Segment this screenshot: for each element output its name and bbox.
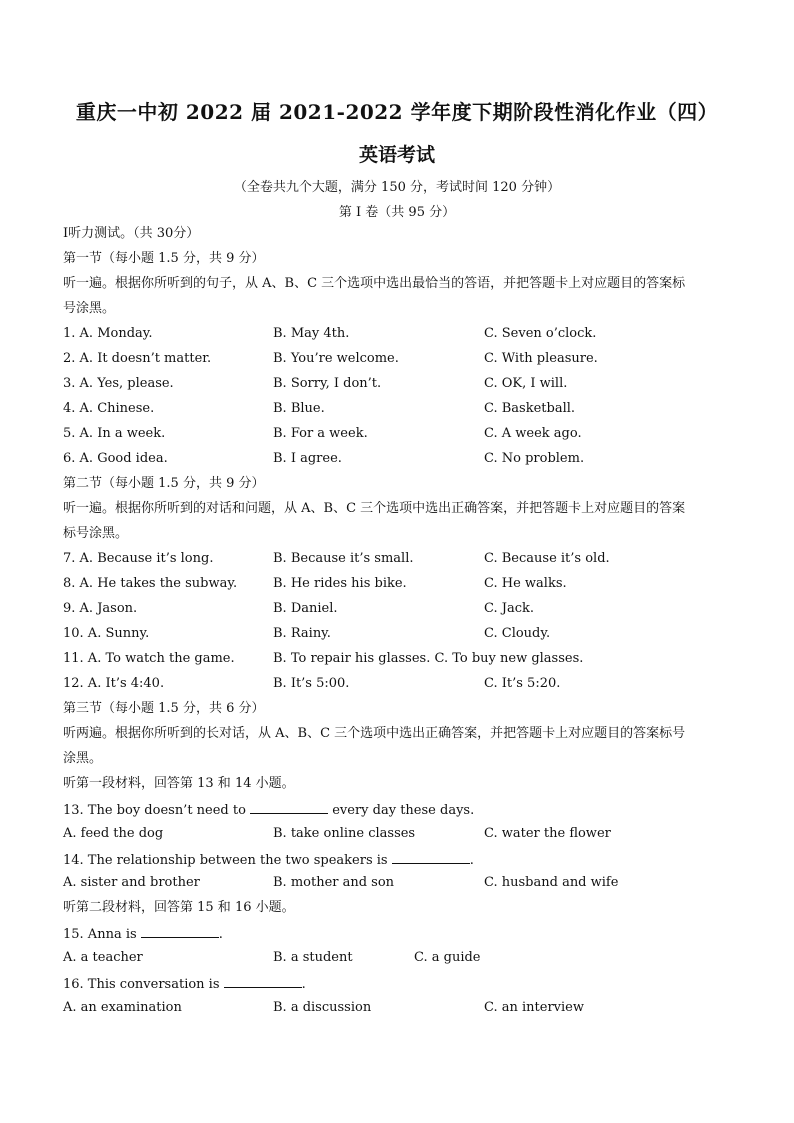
stem-text-end: every day these days. bbox=[332, 803, 475, 818]
question-row bbox=[63, 826, 743, 842]
option-c: C. No problem. bbox=[484, 451, 585, 466]
question-16-stem bbox=[63, 975, 306, 993]
option-c: C. husband and wife bbox=[484, 875, 619, 890]
option-a: 2. A. It doesn’t matter. bbox=[63, 351, 212, 366]
exam-subject: 英语考试 bbox=[358, 144, 435, 166]
option-c: C. Basketball. bbox=[484, 401, 576, 416]
stem-text-end: . bbox=[469, 853, 474, 868]
answer-blank bbox=[392, 851, 470, 864]
option-b: B. For a week. bbox=[273, 426, 368, 441]
option-a: 3. A. Yes, please. bbox=[63, 376, 174, 391]
option-c: C. Jack. bbox=[484, 601, 535, 616]
stem-text-end: . bbox=[218, 927, 223, 942]
option-c: C. a guide bbox=[414, 950, 481, 965]
section1-instruction: 听一遍。根据你所听到的句子，从 A、B、C 三个选项中选出最恰当的答语，并把答题卡上对应题目的答案标 bbox=[63, 276, 686, 291]
option-c: C. A week ago. bbox=[484, 426, 582, 441]
stem-text: 13. The boy doesn’t need to bbox=[63, 803, 246, 818]
option-b: B. You’re welcome. bbox=[273, 351, 399, 366]
option-a: 8. A. He takes the subway. bbox=[63, 576, 238, 591]
question-row bbox=[63, 351, 743, 367]
section2-instruction-cont: 标号涂黑。 bbox=[63, 526, 129, 541]
option-a: 6. A. Good idea. bbox=[63, 451, 168, 466]
option-c: C. Because it’s old. bbox=[484, 551, 610, 566]
answer-blank bbox=[250, 801, 328, 814]
option-b: B. He rides his bike. bbox=[273, 576, 407, 591]
option-b: B. Daniel. bbox=[273, 601, 338, 616]
section2-instruction: 听一遍。根据你所听到的对话和问题，从 A、B、C 三个选项中选出正确答案，并把答题卡上对应题目的答案 bbox=[63, 501, 686, 516]
option-a: A. an examination bbox=[63, 1000, 182, 1015]
exam-note: （全卷共九个大题，满分 150 分，考试时间 120 分钟） bbox=[233, 180, 561, 195]
option-b-and-c: B. To repair his glasses. C. To buy new glasses. bbox=[273, 651, 584, 666]
question-row bbox=[63, 326, 743, 342]
question-row bbox=[63, 676, 743, 692]
section3-instruction-cont: 涂黑。 bbox=[63, 751, 103, 766]
option-c: C. It’s 5:20. bbox=[484, 676, 561, 691]
option-c: C. OK, I will. bbox=[484, 376, 568, 391]
volume-title: 第 I 卷（共 95 分） bbox=[338, 205, 456, 220]
question-13-stem bbox=[63, 801, 474, 819]
option-a: 11. A. To watch the game. bbox=[63, 651, 235, 666]
option-b: B. Blue. bbox=[273, 401, 325, 416]
section2-title: 第二节（每小题 1.5 分，共 9 分） bbox=[63, 476, 265, 491]
exam-title: 重庆一中初 2022 届 2021-2022 学年度下期阶段性消化作业（四） bbox=[75, 100, 719, 124]
question-row bbox=[63, 626, 743, 642]
question-15-stem bbox=[63, 925, 223, 943]
option-b: B. May 4th. bbox=[273, 326, 350, 341]
question-row bbox=[63, 401, 743, 417]
part1-title: I听力测试。（共 30分） bbox=[63, 226, 200, 241]
option-a: A. a teacher bbox=[63, 950, 143, 965]
option-a: 9. A. Jason. bbox=[63, 601, 138, 616]
option-c: C. Seven o’clock. bbox=[484, 326, 597, 341]
stem-text-end: . bbox=[301, 977, 306, 992]
answer-blank bbox=[224, 975, 302, 988]
option-b: B. mother and son bbox=[273, 875, 395, 890]
question-row bbox=[63, 551, 743, 567]
option-b: B. take online classes bbox=[273, 826, 416, 841]
stem-text: 14. The relationship between the two speakers is bbox=[63, 853, 388, 868]
option-a: 10. A. Sunny. bbox=[63, 626, 150, 641]
option-a: 12. A. It’s 4:40. bbox=[63, 676, 165, 691]
section1-instruction-cont: 号涂黑。 bbox=[63, 301, 116, 316]
option-b: B. Because it’s small. bbox=[273, 551, 414, 566]
question-row bbox=[63, 950, 743, 966]
option-c: C. Cloudy. bbox=[484, 626, 551, 641]
option-b: B. It’s 5:00. bbox=[273, 676, 350, 691]
stem-text: 16. This conversation is bbox=[63, 977, 220, 992]
question-row bbox=[63, 426, 743, 442]
option-a: 5. A. In a week. bbox=[63, 426, 166, 441]
option-a: A. sister and brother bbox=[63, 875, 200, 890]
option-b: B. a student bbox=[273, 950, 353, 965]
option-a: 7. A. Because it’s long. bbox=[63, 551, 214, 566]
material-2-heading: 听第二段材料，回答第 15 和 16 小题。 bbox=[63, 900, 295, 915]
section3-title: 第三节（每小题 1.5 分，共 6 分） bbox=[63, 701, 265, 716]
question-row bbox=[63, 576, 743, 592]
material-1-heading: 听第一段材料，回答第 13 和 14 小题。 bbox=[63, 776, 295, 791]
option-b: B. I agree. bbox=[273, 451, 342, 466]
question-row bbox=[63, 651, 743, 667]
option-a: A. feed the dog bbox=[63, 826, 164, 841]
section3-instruction: 听两遍。根据你所听到的长对话，从 A、B、C 三个选项中选出正确答案，并把答题卡上对应题目的答案标号 bbox=[63, 726, 686, 741]
option-b: B. Rainy. bbox=[273, 626, 331, 641]
question-row bbox=[63, 376, 743, 392]
question-row bbox=[63, 451, 743, 467]
section1-title: 第一节（每小题 1.5 分，共 9 分） bbox=[63, 251, 265, 266]
option-c: C. water the flower bbox=[484, 826, 611, 841]
question-row bbox=[63, 601, 743, 617]
option-b: B. Sorry, I don’t. bbox=[273, 376, 382, 391]
option-c: C. He walks. bbox=[484, 576, 567, 591]
stem-text: 15. Anna is bbox=[63, 927, 137, 942]
option-a: 1. A. Monday. bbox=[63, 326, 153, 341]
question-14-stem bbox=[63, 851, 474, 869]
question-row bbox=[63, 1000, 743, 1016]
answer-blank bbox=[141, 925, 219, 938]
option-c: C. With pleasure. bbox=[484, 351, 598, 366]
option-b: B. a discussion bbox=[273, 1000, 372, 1015]
option-a: 4. A. Chinese. bbox=[63, 401, 155, 416]
option-c: C. an interview bbox=[484, 1000, 584, 1015]
question-row bbox=[63, 875, 743, 891]
